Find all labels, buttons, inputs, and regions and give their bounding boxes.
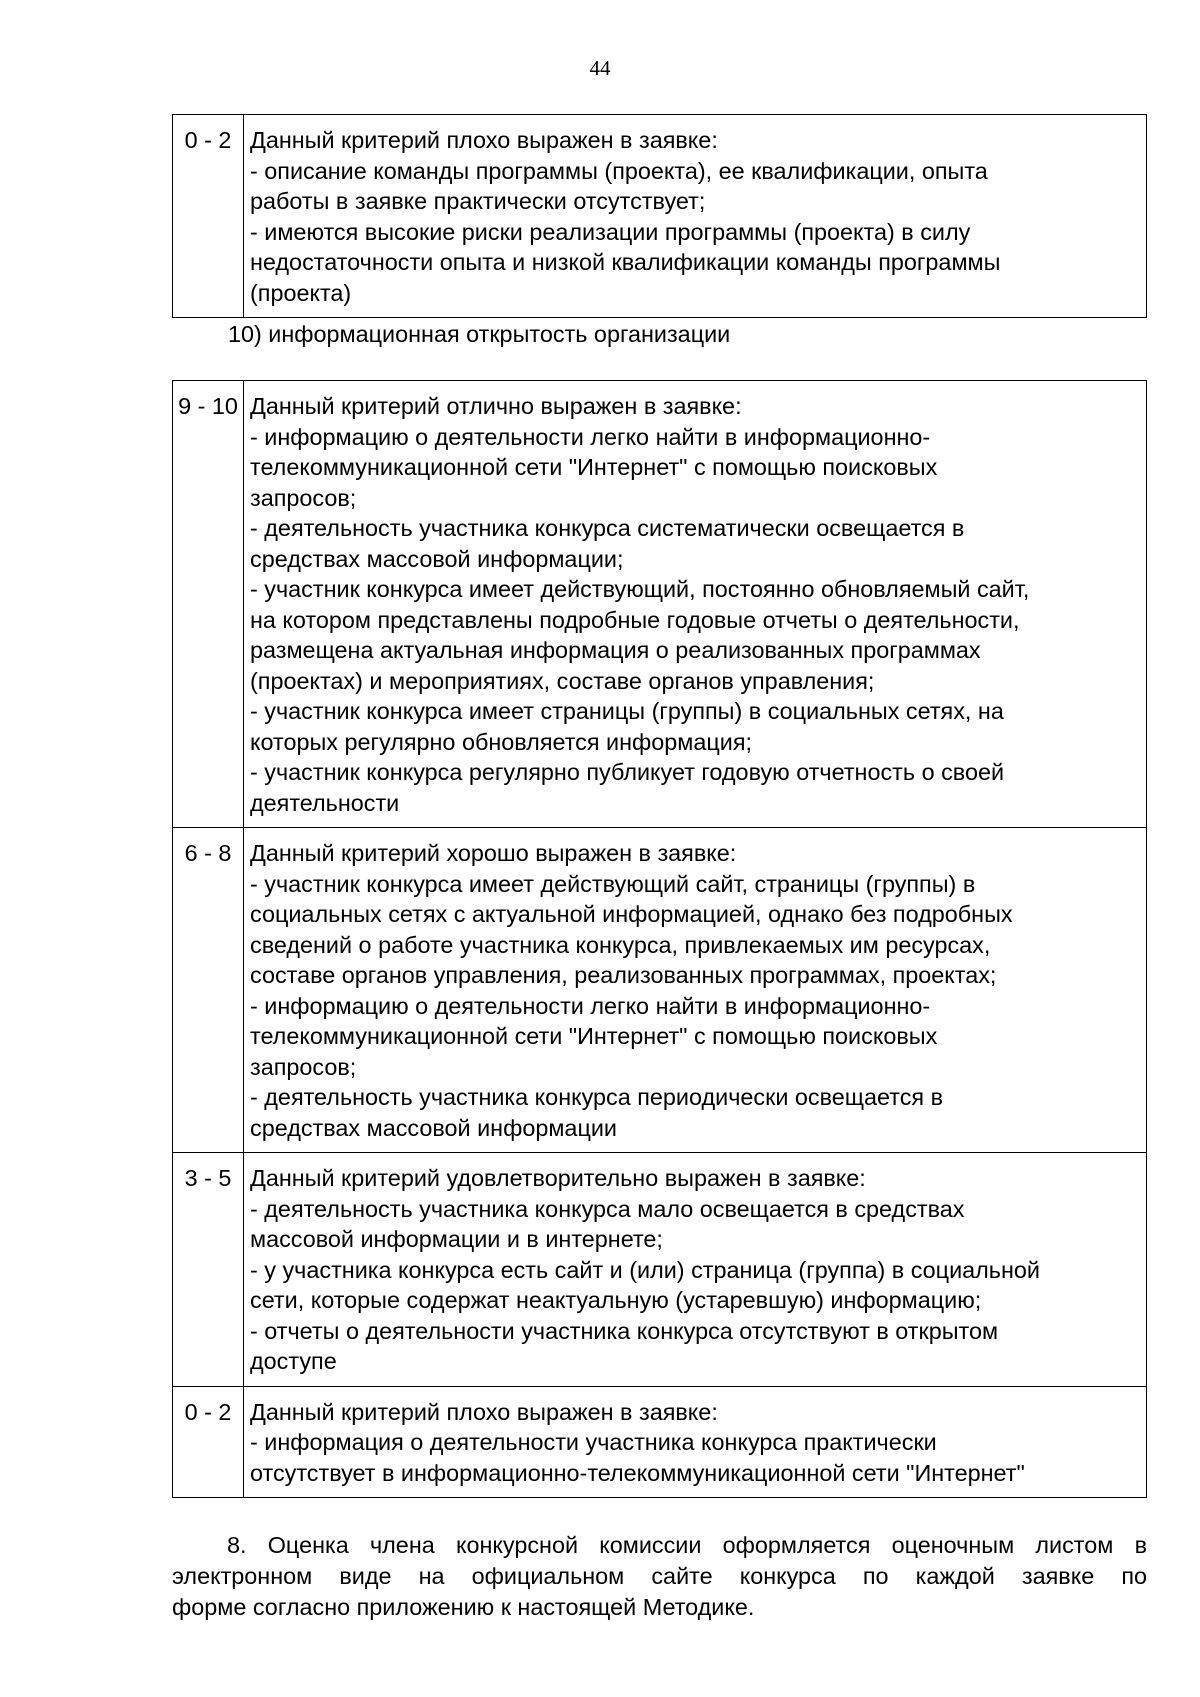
description-line: - деятельность участника конкурса систематически освещается в: [250, 515, 965, 541]
description-line: средствах массовой информации: [250, 1114, 617, 1141]
description-line: - деятельность участника конкурса периодически освещается в: [250, 1084, 943, 1110]
description-cell: [244, 381, 1147, 828]
description-line: - информация о деятельности участника конкурса практически: [250, 1429, 937, 1455]
description-line: запросов;: [250, 1053, 357, 1080]
description-cell: [244, 1386, 1147, 1498]
description-line: средствах массовой информации;: [250, 545, 624, 572]
score-cell: 6 - 8: [173, 828, 244, 1153]
paragraph-line: электронном виде на официальном сайте конкурса по каждой заявке по: [172, 1563, 1147, 1589]
paragraph-line: форме согласно приложению к настоящей Методике.: [172, 1594, 755, 1620]
score-cell: 9 - 10: [173, 381, 244, 828]
description-line: - участник конкурса имеет действующий сайт, страницы (группы) в: [250, 870, 976, 897]
description-line: запросов;: [250, 484, 357, 511]
description-line: телекоммуникационной сети "Интернет" с помощью поисковых: [250, 1023, 938, 1049]
description-line: Данный критерий отлично выражен в заявке:: [250, 393, 742, 419]
description-cell: [244, 1153, 1147, 1387]
description-line: составе органов управления, реализованных программах, проектах;: [250, 962, 997, 988]
description-line: Данный критерий удовлетворительно выражен в заявке:: [250, 1165, 866, 1191]
criteria-table-information-openness: [172, 380, 1147, 1498]
description-line: - информацию о деятельности легко найти в информационно-: [250, 423, 931, 450]
description-line: - у участника конкурса есть сайт и (или) страница (группа) в социальной: [250, 1256, 1040, 1283]
paragraph-8: [172, 1530, 1147, 1623]
page-number: 44: [589, 56, 611, 80]
description-line: массовой информации и в интернете;: [250, 1226, 663, 1252]
table-row: [173, 381, 1147, 828]
table-row: [173, 115, 1147, 318]
description-line: на котором представлены подробные годовые отчеты о деятельности,: [250, 606, 1020, 633]
description-line: - участник конкурса имеет действующий, постоянно обновляемый сайт,: [250, 576, 1030, 602]
criterion-heading: 10) информационная открытость организации: [228, 321, 731, 347]
description-line: сведений о работе участника конкурса, привлекаемых им ресурсах,: [250, 931, 991, 958]
description-line: - участник конкурса имеет страницы (группы) в социальных сетях, на: [250, 698, 1004, 724]
description-cell: [244, 115, 1147, 318]
description-line: - участник конкурса регулярно публикует годовую отчетность о своей: [250, 759, 1005, 785]
description-line: (проектах) и мероприятиях, составе органов управления;: [250, 667, 875, 694]
description-line: Данный критерий плохо выражен в заявке:: [250, 1398, 718, 1425]
description-line: - деятельность участника конкурса мало освещается в средствах: [250, 1195, 965, 1222]
description-line: отсутствует в информационно-телекоммуникационной сети "Интернет": [250, 1459, 1025, 1486]
score-cell: 3 - 5: [173, 1153, 244, 1387]
description-line: телекоммуникационной сети "Интернет" с помощью поисковых: [250, 454, 938, 480]
description-line: социальных сетях с актуальной информацией, однако без подробных: [250, 901, 1013, 927]
description-line: сети, которые содержат неактуальную (устаревшую) информацию;: [250, 1287, 982, 1313]
description-line: деятельности: [250, 789, 400, 816]
description-line: работы в заявке практически отсутствует;: [250, 188, 706, 214]
description-line: (проекта): [250, 279, 352, 306]
description-line: Данный критерий хорошо выражен в заявке:: [250, 840, 737, 866]
description-line: недостаточности опыта и низкой квалификации команды программы: [250, 249, 1001, 275]
table-row: [173, 828, 1147, 1153]
description-cell: [244, 828, 1147, 1153]
description-line: которых регулярно обновляется информация;: [250, 728, 752, 755]
description-line: - информацию о деятельности легко найти в информационно-: [250, 992, 931, 1019]
description-line: доступе: [250, 1348, 337, 1374]
description-line: - отчеты о деятельности участника конкурса отсутствуют в открытом: [250, 1317, 999, 1344]
score-cell: 0 - 2: [173, 1386, 244, 1498]
paragraph-line: 8. Оценка члена конкурсной комиссии оформляется оценочным листом в: [227, 1532, 1147, 1558]
table-row: [173, 1386, 1147, 1498]
criteria-table-previous: [172, 114, 1147, 318]
description-line: размещена актуальная информация о реализованных программах: [250, 637, 981, 663]
table-row: [173, 1153, 1147, 1387]
description-line: Данный критерий плохо выражен в заявке:: [250, 127, 718, 153]
description-line: - имеются высокие риски реализации программы (проекта) в силу: [250, 218, 971, 245]
score-cell: 0 - 2: [173, 115, 244, 318]
description-line: - описание команды программы (проекта), ее квалификации, опыта: [250, 157, 988, 184]
